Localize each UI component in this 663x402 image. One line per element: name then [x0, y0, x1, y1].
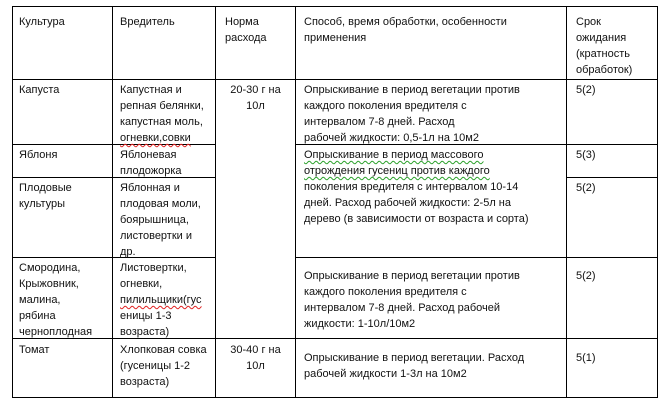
- row-berries-culture: [19, 260, 92, 340]
- cell-line: (гусеницы 1-2: [120, 360, 191, 372]
- cell-line: 5(2): [576, 84, 596, 96]
- cell-line: поколения вредителя с интервалом 10-14: [304, 181, 519, 193]
- cell-line: Опрыскивание в период вегетации против: [304, 84, 520, 96]
- header-wait: [576, 14, 632, 78]
- cell-line: дерево (в зависимости от возраста и сорта): [304, 213, 529, 225]
- header-wait-line: обработок): [576, 64, 633, 76]
- cell-line: возраста): [120, 326, 170, 338]
- row-berries-pest: [120, 260, 202, 340]
- cell-line: огневки,совки: [120, 132, 191, 144]
- cell-line: рябина: [19, 310, 56, 322]
- row-divider-berries: [12, 338, 658, 339]
- cell-line: рабочей жидкости: 0,5-1л на 10м2: [304, 132, 479, 144]
- row-divider-apple-wait: [566, 177, 658, 178]
- cell-line: каждого поколения вредителя с: [304, 286, 467, 298]
- cell-line: дней. Расход рабочей жидкости: 2-5л на: [304, 197, 511, 209]
- header-wait-line: ожидания: [576, 32, 627, 44]
- cell-line: Опрыскивание в период вегетации. Расход: [304, 352, 525, 364]
- cell-line: плодожорка: [120, 165, 182, 177]
- cell-line: 5(3): [576, 149, 596, 161]
- cell-line: 5(2): [576, 270, 596, 282]
- row-cabbage-rate: [216, 82, 295, 114]
- row-berries-wait: [576, 268, 596, 284]
- row-tomato-pest: [120, 342, 207, 390]
- header-rate-line: расхода: [225, 32, 267, 44]
- cell-line: 5(1): [576, 352, 596, 364]
- row-tomato-method: [304, 350, 524, 382]
- table-border-right: [657, 6, 658, 398]
- cell-line: отрождения гусениц против каждого: [304, 165, 490, 177]
- cell-line: Опрыскивание в период вегетации против: [304, 270, 520, 282]
- row-cabbage-pest: [120, 82, 204, 146]
- cell-line: Капустная и: [120, 84, 182, 96]
- cell-line: черноплодная: [19, 326, 93, 338]
- table-border-bottom: [12, 397, 658, 398]
- header-culture: [19, 14, 65, 30]
- row-divider-apple: [12, 177, 215, 178]
- cell-line: интервалом 7-8 дней. Расход рабочей: [304, 302, 501, 314]
- cell-line: 30-40 г на: [230, 344, 281, 356]
- cell-line: возраста): [120, 376, 170, 388]
- row-tomato-wait: [576, 350, 596, 366]
- cell-line: плодовая моли,: [120, 198, 201, 210]
- header-method: [304, 14, 507, 46]
- cell-line: Яблоня: [19, 149, 58, 161]
- cell-line: др.: [120, 246, 136, 258]
- cell-line: каждого поколения вредителя с: [304, 100, 467, 112]
- row-apple-culture: [19, 147, 57, 163]
- row-apple-pest: [120, 147, 182, 179]
- cell-line: рабочей жидкости 1-3л на 10м2: [304, 368, 467, 380]
- header-wait-line: Срок: [576, 16, 601, 28]
- header-method-line: применения: [304, 32, 367, 44]
- row-apple-method: [304, 147, 529, 227]
- row-apple-wait: [576, 147, 596, 163]
- cell-line: жидкости: 1-10л/10м2: [304, 318, 416, 330]
- col-divider-1: [112, 6, 113, 398]
- row-fruit-wait: [576, 180, 596, 196]
- cell-line: Смородина,: [19, 262, 81, 274]
- cell-line: интервалом 7-8 дней. Расход: [304, 116, 455, 128]
- header-row-divider: [12, 79, 658, 80]
- header-method-line: Способ, время обработки, особенности: [304, 16, 507, 28]
- cell-line: 10л: [246, 360, 265, 372]
- header-pest-text: Вредитель: [120, 16, 175, 28]
- row-cabbage-culture: [19, 82, 59, 98]
- row-cabbage-method: [304, 82, 520, 146]
- cell-line: листовертки и: [120, 230, 193, 242]
- cell-line: Плодовые: [19, 182, 72, 194]
- cell-line: Яблонная и: [120, 182, 180, 194]
- cell-line: капустная моль,: [120, 116, 203, 128]
- col-divider-4: [566, 6, 567, 398]
- row-tomato-culture: [19, 342, 49, 358]
- cell-line: 10л: [246, 100, 265, 112]
- cell-line: Опрыскивание в период массового: [304, 149, 484, 161]
- cell-line: Листовертки,: [120, 262, 187, 274]
- header-culture-text: Культура: [19, 16, 65, 28]
- header-rate-line: Норма: [225, 16, 259, 28]
- header-pest: [120, 14, 175, 30]
- table-border-left: [12, 6, 13, 398]
- cell-line: 20-30 г на: [230, 84, 281, 96]
- header-wait-line: (кратность: [576, 48, 630, 60]
- cell-line: Томат: [19, 344, 50, 356]
- table-border-top: [12, 6, 658, 7]
- cell-line: Капуста: [19, 84, 60, 96]
- cell-line: 5(2): [576, 182, 596, 194]
- row-fruit-culture: [19, 180, 72, 212]
- header-rate: [225, 14, 267, 46]
- cell-line: Яблоневая: [120, 149, 177, 161]
- cell-line: пилильщики(гус: [120, 294, 202, 306]
- row-cabbage-wait: [576, 82, 596, 98]
- cell-line: огневки,: [120, 278, 163, 290]
- cell-line: малина,: [19, 294, 61, 306]
- cell-line: культуры: [19, 198, 66, 210]
- row-tomato-rate: [216, 342, 295, 374]
- cell-line: Крыжовник,: [19, 278, 79, 290]
- col-divider-3: [295, 6, 296, 398]
- row-berries-method: [304, 268, 520, 332]
- cell-line: боярышница,: [120, 214, 189, 226]
- cell-line: Хлопковая совка: [120, 344, 207, 356]
- col-divider-2: [215, 6, 216, 398]
- row-divider-fruit-method: [295, 257, 658, 258]
- row-fruit-pest: [120, 180, 201, 260]
- cell-line: репная белянки,: [120, 100, 204, 112]
- cell-line: еницы 1-3: [120, 310, 172, 322]
